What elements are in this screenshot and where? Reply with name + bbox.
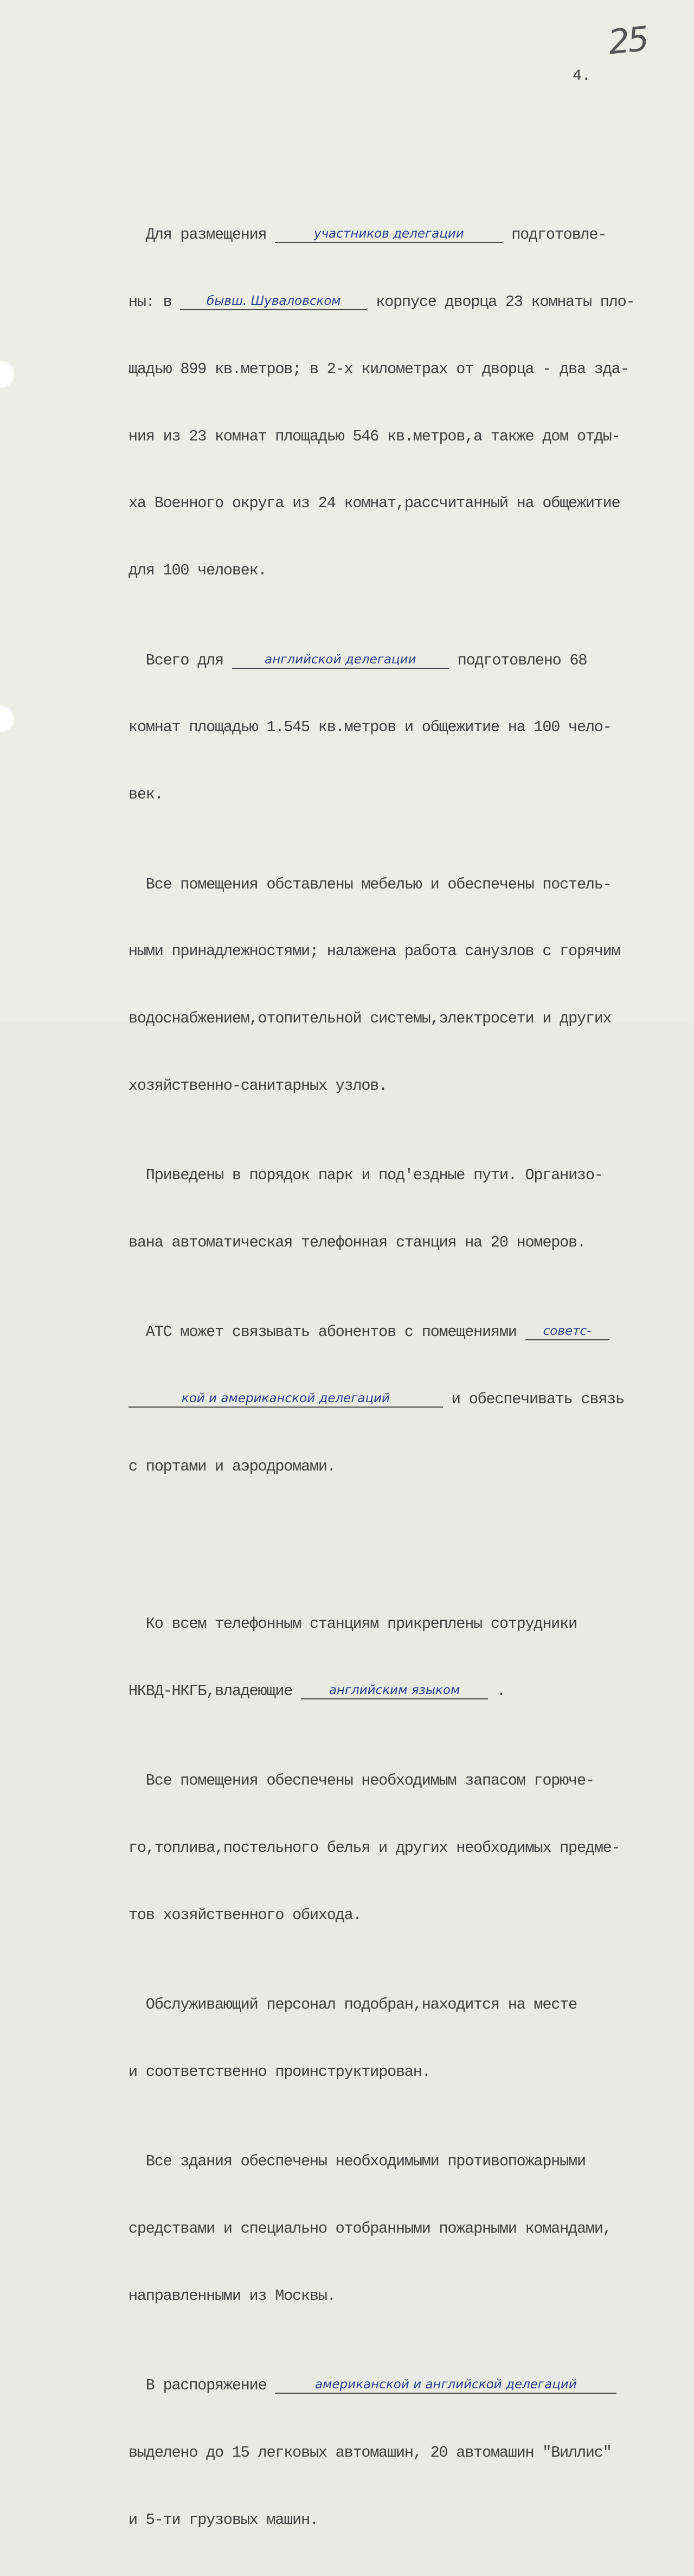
text-line: вана автоматическая телефонная станция на 20 номеров. <box>128 1233 586 1252</box>
handwritten-insertion: английским языком <box>301 1682 488 1699</box>
handwritten-insertion: американской и английской делегаций <box>275 2376 616 2394</box>
text-line: ны: в бывш. Шуваловском корпусе дворца 23 комнаты пло- <box>128 292 635 311</box>
text-line: Обслуживающий персонал подобран,находится на месте <box>128 1996 577 2014</box>
text-line: тов хозяйственного обихода. <box>128 1906 362 1924</box>
text-line: ными принадлежностями; налажена работа санузлов с горячим <box>128 942 620 961</box>
text-line: НКВД-НКГБ,владеющие английским языком . <box>128 1682 505 1700</box>
text-line: щадью 899 кв.метров; в 2-х километрах от дворца - два зда- <box>128 360 629 378</box>
text-line: водоснабжением,отопительной системы,электросети и других <box>128 1009 612 1028</box>
handwritten-folio-number: 25 <box>606 18 649 62</box>
text-line: Для размещения участников делегации подготовле- <box>128 225 607 244</box>
text-line: с портами и аэродромами. <box>128 1458 336 1476</box>
text-line: В распоряжение американской и английской делегаций <box>128 2374 657 2396</box>
punch-hole <box>0 361 15 388</box>
text-line: Ко всем телефонным станциям прикреплены сотрудники <box>128 1615 577 1633</box>
text-line: Всего для английской делегации подготовлено 68 <box>128 651 587 669</box>
text-line: для 100 человек. <box>128 561 267 580</box>
text-line: АТС может связывать абонентов с помещениями советс- <box>128 1321 657 1343</box>
text-line: и 5-ти грузовых машин. <box>128 2510 318 2529</box>
text-line: хозяйственно-санитарных узлов. <box>128 1077 388 1095</box>
text-line: Приведены в порядок парк и под'ездные пути. Организо- <box>128 1166 603 1185</box>
handwritten-insertion: бывш. Шуваловском <box>180 293 367 310</box>
text-line: го,топлива,постельного белья и других необходимых предме- <box>128 1838 620 1857</box>
text-line: комнат площадью 1.545 кв.метров и общежитие на 100 чело- <box>128 718 612 737</box>
text-line: век. <box>128 785 163 804</box>
punch-hole <box>0 705 15 732</box>
text-line: Все помещения обеспечены необходимым запасом горюче- <box>128 1772 594 1790</box>
text-line: Все помещения обставлены мебелью и обеспечены постель- <box>128 875 612 893</box>
text-line: средствами и специально отобранными пожарными командами, <box>128 2220 612 2238</box>
handwritten-insertion: кой и американской делегаций <box>128 1390 443 1408</box>
handwritten-insertion: участников делегации <box>275 226 503 243</box>
text-line: и соответственно проинструктирован. <box>128 2062 430 2081</box>
handwritten-insertion: английской делегации <box>232 651 449 669</box>
text-line: ха Военного округа из 24 комнат,рассчитанный на общежитие <box>128 494 620 513</box>
text-line: Все здания обеспечены необходимыми противопожарными <box>128 2152 586 2171</box>
handwritten-insertion: советс- <box>525 1323 609 1340</box>
page-number: 4. <box>573 68 591 85</box>
text-line: направленными из Москвы. <box>128 2286 336 2305</box>
typewritten-body <box>128 156 657 2576</box>
text-line: кой и американской делегаций и обеспечивать связь <box>128 1388 657 1410</box>
text-line: выделено до 15 легковых автомашин, 20 автомашин "Виллис" <box>128 2443 612 2462</box>
text-line: ния из 23 комнат площадью 546 кв.метров,а также дом отды- <box>128 427 620 445</box>
